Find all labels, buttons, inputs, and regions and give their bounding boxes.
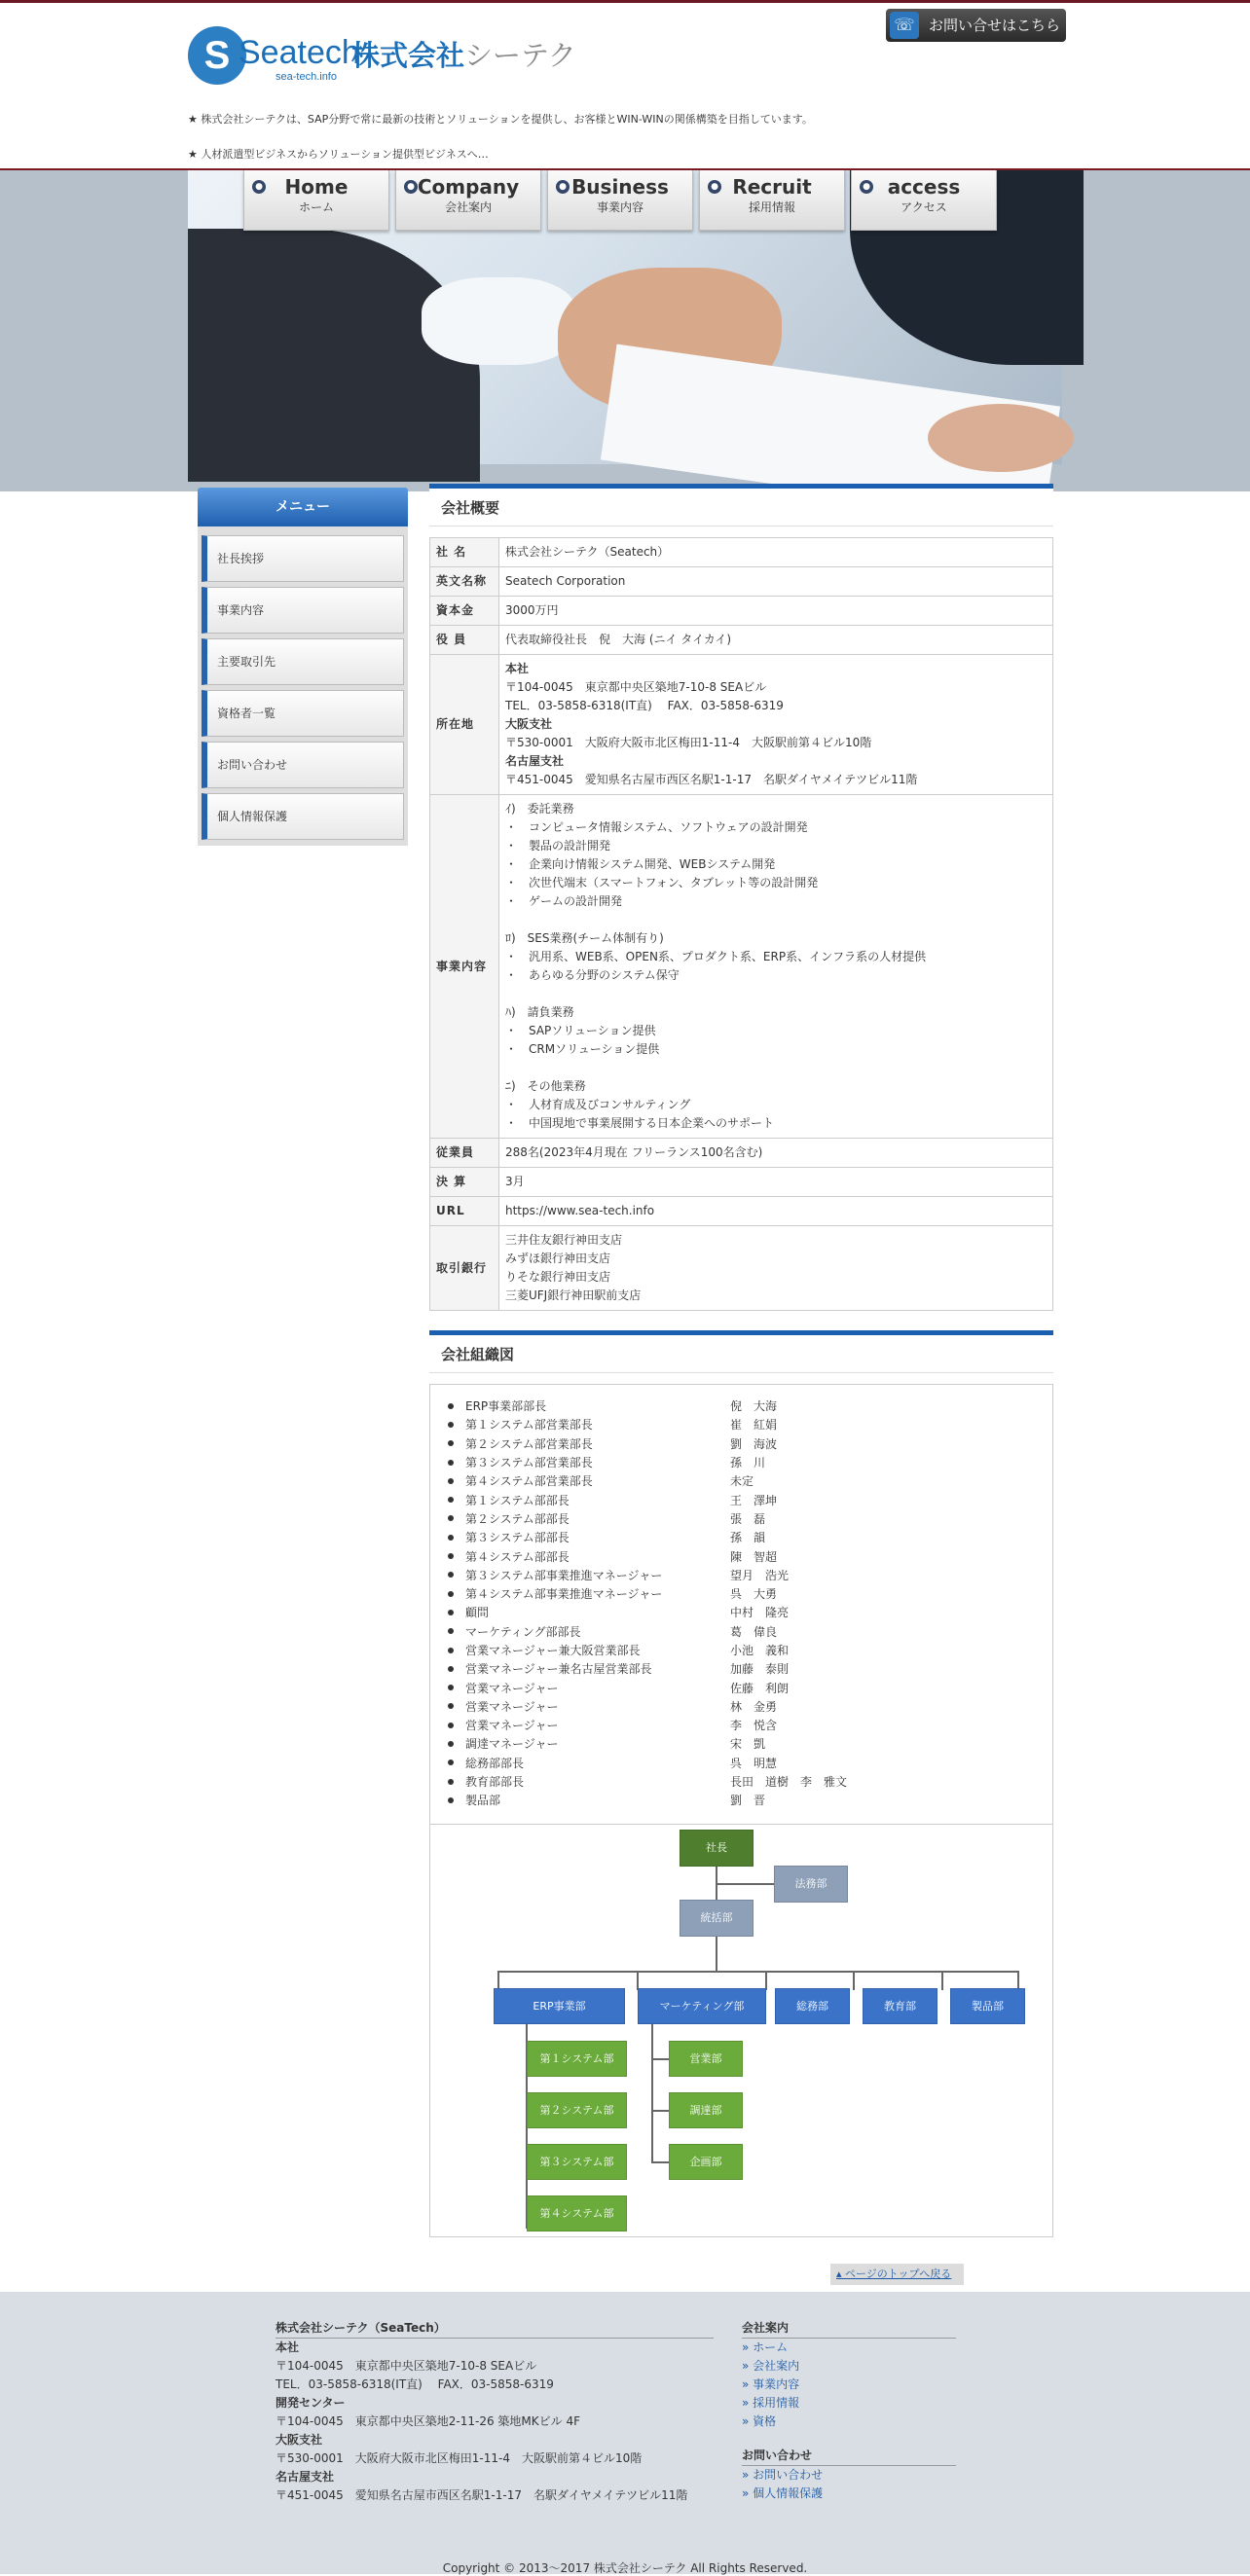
member-position: 総務部部長 — [465, 1756, 525, 1770]
list-item — [440, 1754, 1041, 1772]
footer-link-label: 事業内容 — [753, 2377, 800, 2391]
bank-line: 三菱UFJ銀行神田駅前支店 — [505, 1288, 642, 1302]
contact-button-label: お問い合せはこちら — [929, 17, 1061, 34]
member-name: 加藤 泰則 — [730, 1662, 790, 1677]
member-name: 宋 凱 — [730, 1737, 766, 1752]
org-chart — [429, 1825, 1053, 2237]
logo-subtext: sea-tech.info — [276, 71, 337, 83]
nav-home-ja: ホーム — [298, 200, 334, 214]
nav-access-ja: アクセス — [901, 200, 947, 214]
biz-line: ・ コンピュータ情報システム、ソフトウェアの設計開発 — [505, 820, 808, 834]
org-member-list — [429, 1384, 1053, 1825]
biz-line: ・ 汎用系、WEB系、OPEN系、プロダクト系、ERP系、インフラ系の人材提供 — [505, 950, 927, 963]
member-position: マーケティング部部長 — [465, 1624, 581, 1639]
hero-band — [0, 170, 1250, 491]
sidebar — [198, 488, 408, 846]
biz-line: ・ CRMソリューション提供 — [505, 1042, 660, 1056]
member-position: 営業マネージャー — [465, 1719, 559, 1733]
member-name: 小池 義和 — [730, 1644, 790, 1657]
site-footer — [0, 2292, 1250, 2574]
bank-line: 三井住友銀行神田支店 — [505, 1233, 623, 1247]
member-position: 教育部部長 — [465, 1775, 525, 1790]
member-name: 望月 浩光 — [730, 1568, 790, 1582]
footer-osaka-label: 大阪支社 — [276, 2433, 323, 2447]
org-erp: ERP事業部 — [494, 1988, 625, 2024]
org-sys3: 第３システム部 — [527, 2144, 627, 2180]
member-name: 劉 海波 — [730, 1436, 778, 1451]
company-overview-title: 会社概要 — [429, 484, 1053, 526]
footer-nagoya-label: 名古屋支社 — [276, 2470, 335, 2484]
contact-button[interactable] — [886, 9, 1066, 42]
member-position: 第４システム部事業推進マネージャー — [465, 1587, 663, 1602]
member-position: 第１システム部部長 — [465, 1493, 570, 1507]
member-position: ERP事業部部長 — [465, 1399, 547, 1414]
addr-hq-label: 本社 — [505, 662, 530, 675]
biz-line: ﾆ) その他業務 — [505, 1079, 586, 1093]
sidebar-item-contact[interactable]: お問い合わせ — [202, 742, 404, 788]
logo-company-bold: 株式会社 — [351, 39, 465, 72]
main-area — [0, 491, 1250, 2575]
footer-link-qualification[interactable]: » 資格 — [742, 2414, 777, 2428]
footer-link-recruit[interactable]: » 採用情報 — [742, 2396, 800, 2410]
logo-company-light: シーテク — [464, 39, 576, 72]
footer-links — [742, 2319, 956, 2503]
page-top-link[interactable] — [830, 2264, 964, 2285]
member-position: 第１システム部営業部長 — [465, 1418, 593, 1433]
main-nav — [243, 170, 998, 231]
page-top-label: ページのトップへ戻る — [845, 2268, 952, 2280]
footer-guide-title: 会社案内 — [742, 2319, 956, 2339]
member-position: 第４システム部部長 — [465, 1549, 570, 1564]
biz-line — [505, 1059, 1047, 1077]
org-planning: 企画部 — [669, 2144, 743, 2180]
company-officer: 代表取締役社長 倪 大海 (ニイ タイカイ) — [499, 626, 1053, 655]
member-name: 中村 隆亮 — [730, 1606, 790, 1620]
nav-business[interactable] — [547, 170, 693, 231]
sidebar-item-business[interactable]: 事業内容 — [202, 587, 404, 634]
company-business — [499, 795, 1053, 1139]
nav-bullet-icon: ● — [252, 180, 266, 194]
nav-bullet-icon: ● — [708, 180, 721, 194]
nav-recruit-ja: 採用情報 — [748, 200, 795, 214]
org-title: 会社組織図 — [429, 1330, 1053, 1373]
member-position: 製品部 — [465, 1794, 501, 1808]
member-name: 林 金勇 — [730, 1699, 778, 1714]
org-product: 製品部 — [950, 1988, 1025, 2024]
logo-icon: S — [188, 26, 246, 85]
member-position: 顧問 — [465, 1606, 490, 1620]
sidebar-title: メニュー — [198, 488, 408, 526]
footer-link-label: 会社案内 — [753, 2359, 800, 2373]
footer-company-info — [276, 2319, 714, 2505]
company-name: 株式会社シーテク（Seatech） — [499, 538, 1053, 567]
footer-link-privacy[interactable]: » 個人情報保護 — [742, 2486, 824, 2500]
sidebar-menu — [198, 526, 408, 846]
footer-link-label: お問い合わせ — [753, 2468, 824, 2482]
nav-home[interactable] — [243, 170, 389, 231]
logo-text: Seatech — [239, 34, 360, 71]
list-item — [440, 1622, 1041, 1641]
footer-link-company[interactable]: » 会社案内 — [742, 2359, 800, 2373]
cell-label: 英文名称 — [430, 567, 499, 597]
sidebar-item-privacy[interactable]: 個人情報保護 — [202, 793, 404, 840]
footer-link-label: 資格 — [753, 2414, 777, 2428]
member-name: 李 悦含 — [730, 1719, 778, 1733]
list-item — [440, 1415, 1041, 1433]
member-name: 孫 川 — [730, 1456, 766, 1470]
list-item — [440, 1716, 1041, 1734]
member-name: 張 磊 — [730, 1511, 766, 1526]
member-position: 第３システム部営業部長 — [465, 1456, 593, 1470]
member-name: 呉 大勇 — [730, 1587, 778, 1602]
footer-dev-line1: 〒104-0045 東京都中央区築地2-11-26 築地MKビル 4F — [276, 2414, 580, 2428]
cell-label: 役 員 — [430, 626, 499, 655]
biz-line: ・ 中国現地で事業展開する日本企業へのサポート — [505, 1116, 775, 1130]
list-item — [440, 1434, 1041, 1453]
biz-line: ・ 次世代端末（スマートフォン、タブレット等の設計開発 — [505, 876, 819, 889]
member-name: 長田 道樹 李 雅文 — [730, 1775, 848, 1790]
cell-label: URL — [430, 1197, 499, 1226]
company-table — [429, 537, 1053, 1311]
sidebar-item-qualified[interactable]: 資格者一覧 — [202, 690, 404, 737]
biz-line: ・ SAPソリューション提供 — [505, 1024, 656, 1037]
addr-hq-line1: 〒104-0045 東京都中央区築地7-10-8 SEAビル — [505, 680, 767, 694]
member-position: 営業マネージャー兼大阪営業部長 — [465, 1644, 641, 1657]
list-item — [440, 1490, 1041, 1508]
biz-line: ﾊ) 請負業務 — [505, 1005, 574, 1019]
addr-nagoya-line1: 〒451-0045 愛知県名古屋市西区名駅1-1-17 名駅ダイヤメイテツビル11階 — [505, 773, 918, 786]
biz-line: ・ 企業向け情報システム開発、WEBシステム開発 — [505, 857, 776, 871]
org-education: 教育部 — [863, 1988, 938, 2024]
org-sys4: 第４システム部 — [527, 2195, 627, 2231]
footer-osaka-line1: 〒530-0001 大阪府大阪市北区梅田1-11-4 大阪駅前第４ビル10階 — [276, 2451, 643, 2465]
list-item — [440, 1546, 1041, 1565]
footer-link-home[interactable]: » ホーム — [742, 2340, 789, 2354]
member-name: 呉 明慧 — [730, 1756, 778, 1770]
member-position: 第４システム部営業部長 — [465, 1474, 593, 1489]
company-staff: 288名(2023年4月現在 フリーランス100名含む) — [499, 1139, 1053, 1168]
list-item — [440, 1772, 1041, 1791]
org-procure: 調達部 — [669, 2092, 743, 2128]
company-fiscal: 3月 — [499, 1168, 1053, 1197]
org-sys2: 第２システム部 — [527, 2092, 627, 2128]
cell-label: 社 名 — [430, 538, 499, 567]
cell-label: 所在地 — [430, 655, 499, 795]
org-sys1: 第１システム部 — [527, 2041, 627, 2077]
biz-line — [505, 911, 1047, 929]
nav-company-ja: 会社案内 — [444, 200, 492, 214]
addr-osaka-label: 大阪支社 — [505, 717, 553, 731]
tagline-1: ★ 株式会社シーテクは、SAP分野で常に最新の技術とソリューションを提供し、お客様とWIN-WINの関係構築を目指しています。 — [188, 113, 813, 126]
nav-company[interactable] — [395, 170, 541, 231]
list-item — [440, 1678, 1041, 1696]
list-item — [440, 1566, 1041, 1584]
addr-osaka-line1: 〒530-0001 大阪府大阪市北区梅田1-11-4 大阪駅前第４ビル10階 — [505, 736, 872, 749]
list-item — [440, 1453, 1041, 1471]
cell-label: 従業員 — [430, 1139, 499, 1168]
nav-business-en: Business — [571, 175, 669, 199]
list-item — [440, 1603, 1041, 1621]
member-name: 葛 偉良 — [730, 1624, 778, 1639]
list-item — [440, 1509, 1041, 1528]
biz-line: ・ 製品の設計開発 — [505, 839, 611, 853]
company-url[interactable]: https://www.sea-tech.info — [499, 1197, 1053, 1226]
list-item — [440, 1697, 1041, 1716]
list-item — [440, 1584, 1041, 1603]
member-position: 第２システム部部長 — [465, 1511, 570, 1526]
nav-company-en: Company — [417, 175, 520, 199]
content — [429, 484, 1053, 2237]
member-position: 第３システム部部長 — [465, 1531, 570, 1545]
org-legal: 法務部 — [774, 1866, 848, 1903]
addr-hq-line2: TEL．03-5858-6318(IT直) FAX．03-5858-6319 — [505, 699, 784, 712]
company-banks — [499, 1226, 1053, 1311]
nav-business-ja: 事業内容 — [596, 200, 643, 214]
list-item — [440, 1791, 1041, 1809]
list-item — [440, 1734, 1041, 1753]
copyright: Copyright © 2013〜2017 株式会社シーテク All Rights Reserved. — [442, 2561, 808, 2575]
biz-line: ・ 人材育成及びコンサルティング — [505, 1098, 691, 1111]
arrow-up-icon: ▴ — [836, 2268, 846, 2280]
bank-line: りそな銀行神田支店 — [505, 1270, 611, 1284]
footer-link-label: 個人情報保護 — [753, 2486, 824, 2500]
cell-label: 資本金 — [430, 597, 499, 626]
member-position: 第２システム部営業部長 — [465, 1436, 593, 1451]
org-general: 総務部 — [775, 1988, 850, 2024]
list-item — [440, 1471, 1041, 1490]
org-president: 社長 — [680, 1830, 754, 1867]
footer-link-business[interactable]: » 事業内容 — [742, 2377, 800, 2391]
list-item — [440, 1659, 1041, 1678]
member-name: 王 澤坤 — [730, 1493, 778, 1507]
footer-company-name: 株式会社シーテク（SeaTech） — [276, 2319, 714, 2339]
list-item — [440, 1641, 1041, 1659]
cell-label: 取引銀行 — [430, 1226, 499, 1311]
member-name: 陳 智超 — [730, 1549, 778, 1564]
member-name: 崔 紅娟 — [730, 1418, 778, 1433]
footer-link-contact[interactable]: » お問い合わせ — [742, 2468, 824, 2482]
bank-line: みずほ銀行神田支店 — [505, 1252, 611, 1265]
nav-bullet-icon: ● — [556, 180, 570, 194]
member-position: 営業マネージャー兼名古屋営業部長 — [465, 1662, 652, 1677]
footer-nagoya-line1: 〒451-0045 愛知県名古屋市西区名駅1-1-17 名駅ダイヤメイテツビル11階 — [276, 2488, 688, 2502]
member-name: 未定 — [730, 1474, 754, 1489]
member-name: 倪 大海 — [730, 1399, 778, 1414]
site-header — [0, 3, 1250, 170]
member-name: 劉 晋 — [730, 1794, 766, 1808]
biz-line: ・ あらゆる分野のシステム保守 — [505, 968, 680, 982]
member-position: 営業マネージャー — [465, 1699, 559, 1714]
biz-line: ・ ゲームの設計開発 — [505, 894, 623, 908]
footer-link-label: ホーム — [753, 2340, 789, 2354]
site-logo[interactable] — [188, 20, 576, 87]
org-marketing: マーケティング部 — [638, 1988, 766, 2024]
nav-recruit-en: Recruit — [732, 175, 812, 199]
member-position: 第３システム部事業推進マネージャー — [465, 1568, 663, 1582]
org-sales: 営業部 — [669, 2041, 743, 2077]
nav-access[interactable] — [851, 170, 997, 231]
member-position: 営業マネージャー — [465, 1681, 559, 1695]
org-exec: 統括部 — [680, 1900, 754, 1937]
company-capital: 3000万円 — [499, 597, 1053, 626]
footer-hq-line1: 〒104-0045 東京都中央区築地7-10-8 SEAビル — [276, 2359, 537, 2373]
sidebar-item-clients[interactable]: 主要取引先 — [202, 638, 404, 685]
company-address — [499, 655, 1053, 795]
list-item — [440, 1528, 1041, 1546]
nav-recruit[interactable] — [699, 170, 845, 231]
footer-link-label: 採用情報 — [753, 2396, 800, 2410]
company-en-name: Seatech Corporation — [499, 567, 1053, 597]
member-name: 佐藤 利朗 — [730, 1681, 790, 1695]
tagline-2: ★ 人材派遣型ビジネスからソリューション提供型ビジネスへ… — [188, 148, 489, 161]
cell-label: 決 算 — [430, 1168, 499, 1197]
footer-dev-label: 開発センター — [276, 2396, 346, 2410]
phone-icon: ☏ — [890, 12, 919, 39]
nav-home-en: Home — [284, 175, 349, 199]
sidebar-item-greeting[interactable]: 社長挨拶 — [202, 535, 404, 582]
member-name: 孫 韻 — [730, 1531, 766, 1545]
biz-line: ｲ) 委託業務 — [505, 802, 574, 816]
addr-nagoya-label: 名古屋支社 — [505, 754, 565, 768]
footer-contact-title: お問い合わせ — [742, 2447, 956, 2466]
list-item — [440, 1397, 1041, 1415]
nav-bullet-icon: ● — [860, 180, 873, 194]
nav-access-en: access — [887, 175, 961, 199]
footer-hq-label: 本社 — [276, 2340, 300, 2354]
biz-line — [505, 985, 1047, 1003]
cell-label: 事業内容 — [430, 795, 499, 1139]
logo-company-name — [351, 34, 576, 74]
footer-hq-line2: TEL．03-5858-6318(IT直) FAX．03-5858-6319 — [276, 2377, 554, 2391]
biz-line: ﾛ) SES業務(チーム体制有り) — [505, 931, 664, 945]
member-position: 調達マネージャー — [465, 1737, 559, 1752]
nav-bullet-icon: ● — [404, 180, 418, 194]
